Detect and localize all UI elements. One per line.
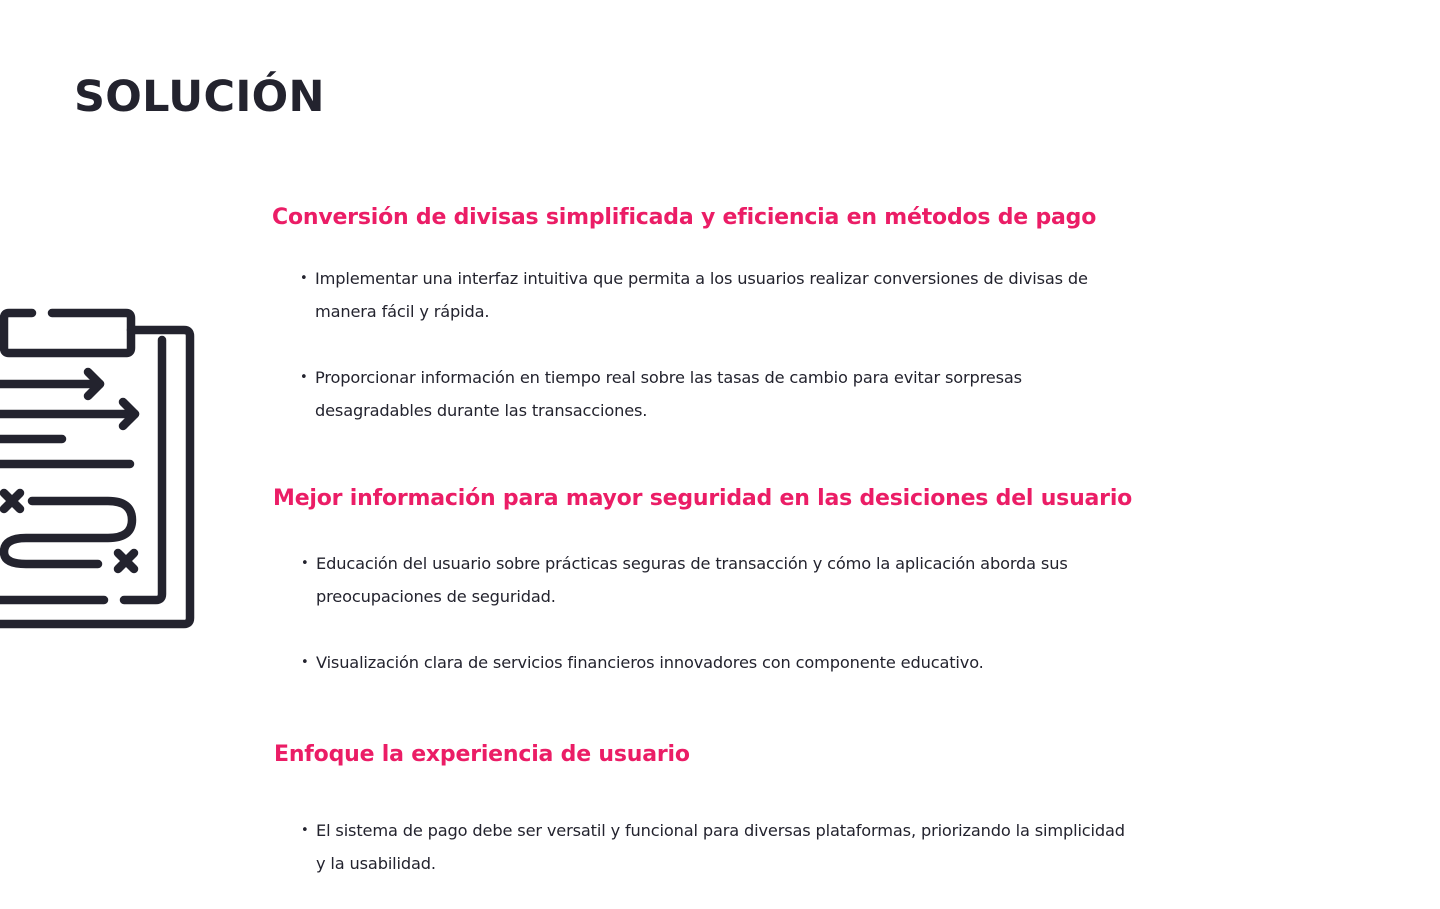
- list-item-text: El sistema de pago debe ser versatil y funcional para diversas plataformas, priorizando la simplicidad y la usabilidad.: [316, 821, 1125, 873]
- bullet-glyph: •: [300, 370, 308, 385]
- list-item: [300, 361, 1135, 427]
- list-item-text: Visualización clara de servicios financieros innovadores con componente educativo.: [316, 653, 984, 672]
- list-item: [301, 646, 1136, 679]
- bullet-glyph: •: [300, 271, 308, 286]
- section-heading-user-experience: Enfoque la experiencia de usuario: [274, 742, 690, 767]
- section-heading-security-info: Mejor información para mayor seguridad en las desiciones del usuario: [273, 486, 1133, 511]
- bullet-glyph: •: [301, 556, 309, 571]
- bullet-glyph: •: [301, 655, 309, 670]
- list-item-text: Proporcionar información en tiempo real sobre las tasas de cambio para evitar sorpresas desagradables durante las transacciones.: [315, 368, 1022, 420]
- list-item: [300, 262, 1135, 328]
- section-heading-currency-conversion: Conversión de divisas simplificada y eficiencia en métodos de pago: [272, 205, 1097, 230]
- clipboard-strategy-icon: [0, 302, 205, 634]
- page-title: SOLUCIÓN: [74, 72, 325, 122]
- bullet-glyph: •: [301, 823, 309, 838]
- list-item: [301, 814, 1136, 880]
- list-item-text: Implementar una interfaz intuitiva que permita a los usuarios realizar conversiones de divisas de manera fácil y rápida.: [315, 269, 1088, 321]
- list-item-text: Educación del usuario sobre prácticas seguras de transacción y cómo la aplicación aborda sus preocupaciones de seguridad.: [316, 554, 1068, 606]
- list-item: [301, 547, 1136, 613]
